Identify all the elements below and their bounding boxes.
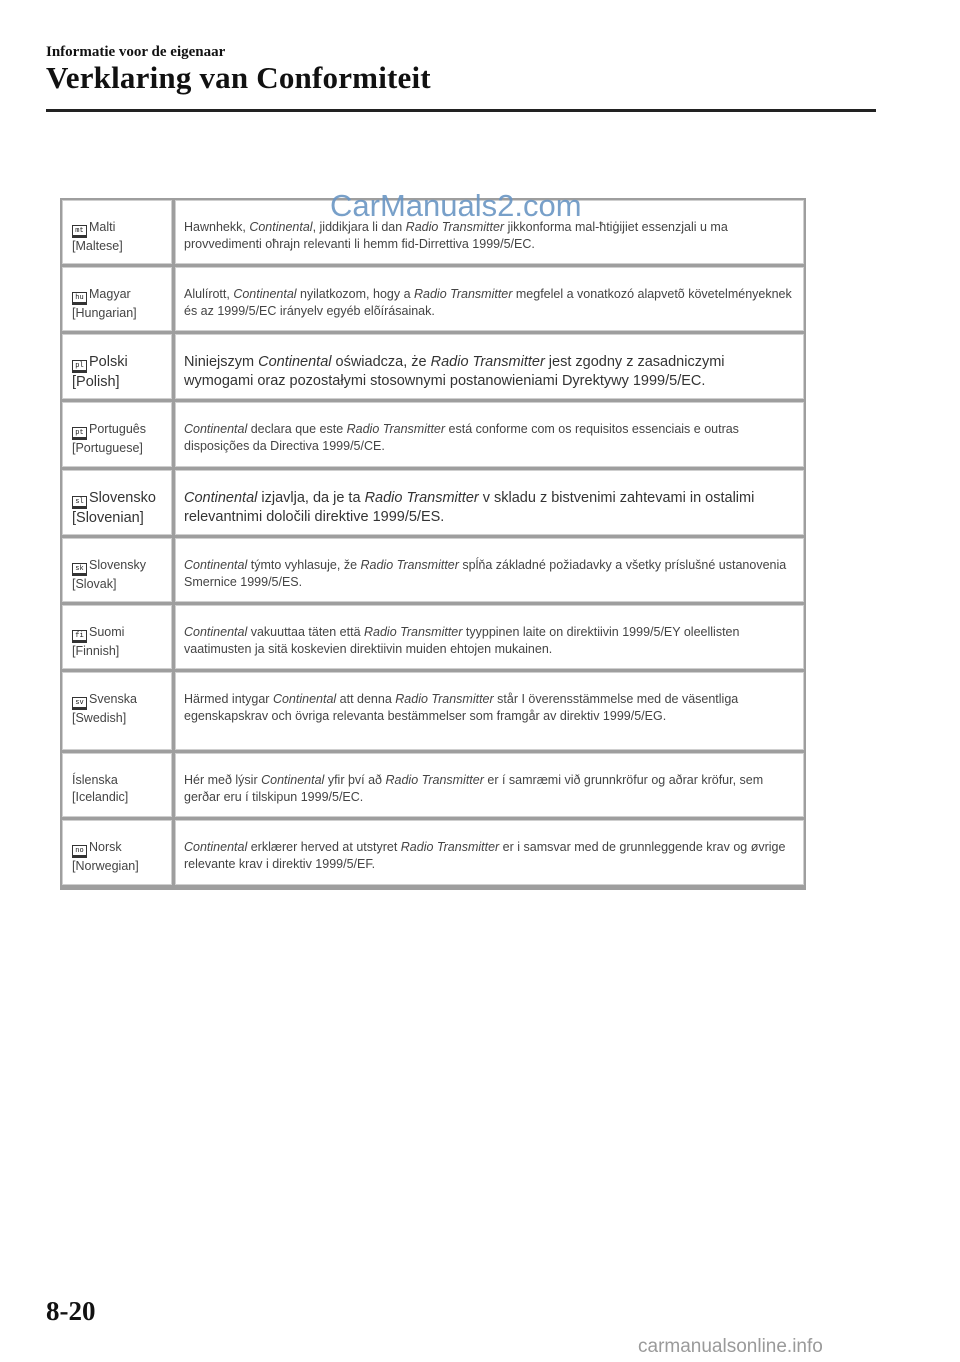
language-name: Polski bbox=[89, 354, 128, 370]
language-name: Svenska bbox=[89, 692, 137, 706]
flag-code: hu bbox=[75, 294, 84, 302]
declaration-segment: tyyppinen laite on direktiivin 1999/5/EY oleellisten vaatimusten ja sitä koskevien direktiivin muiden ehtojen mukainen. bbox=[184, 625, 740, 656]
declaration-italic-term: Radio Transmitter bbox=[346, 422, 446, 436]
language-flag-icon bbox=[72, 845, 87, 858]
declaration-segment: att denna bbox=[336, 692, 396, 706]
section-subtitle: Informatie voor de eigenaar bbox=[46, 44, 226, 60]
declaration-italic-term: Continental bbox=[184, 625, 248, 639]
table-row bbox=[62, 672, 804, 750]
page-number: 8-20 bbox=[46, 1296, 96, 1326]
declaration-segment: oświadcza, że bbox=[331, 354, 431, 370]
language-name: Português bbox=[89, 422, 146, 436]
declaration-segment: er í samræmi við grunnkröfur og aðrar kröfur, sem gerðar eru í tilskipun 1999/5/EC. bbox=[184, 773, 764, 804]
declaration-italic-term: Continental bbox=[272, 692, 337, 706]
declaration-text bbox=[175, 753, 804, 817]
table-row bbox=[62, 538, 804, 602]
flag-code: pt bbox=[75, 429, 84, 437]
declaration-segment: , jiddikjara li dan bbox=[312, 220, 406, 234]
conformity-table bbox=[60, 198, 806, 890]
language-cell bbox=[62, 820, 172, 885]
declaration-segment: Hawnhekk, bbox=[184, 220, 250, 234]
declaration-segment: týmto vyhlasuje, že bbox=[247, 558, 361, 572]
declaration-italic-term: Continental bbox=[258, 354, 332, 370]
declaration-segment: erklærer herved at utstyret bbox=[247, 840, 401, 854]
declaration-italic-term: Continental bbox=[261, 773, 325, 787]
language-name-english: [Portuguese] bbox=[72, 441, 143, 455]
language-name-english: [Hungarian] bbox=[72, 306, 137, 320]
flag-code: no bbox=[75, 847, 84, 855]
declaration-segment: nyilatkozom, hogy a bbox=[296, 287, 414, 301]
declaration-segment: Härmed intygar bbox=[184, 692, 273, 706]
declaration-segment: declara que este bbox=[247, 422, 347, 436]
language-flag-icon bbox=[72, 563, 87, 576]
flag-code: mt bbox=[75, 227, 84, 235]
declaration-italic-term: Radio Transmitter bbox=[405, 220, 505, 234]
declaration-segment: vakuuttaa täten että bbox=[247, 625, 364, 639]
declaration-segment: yfir því að bbox=[324, 773, 386, 787]
language-name-english: [Icelandic] bbox=[72, 790, 129, 804]
language-name-english: [Polish] bbox=[72, 374, 120, 390]
language-name-english: [Norwegian] bbox=[72, 859, 139, 873]
table-row bbox=[62, 334, 804, 399]
declaration-text bbox=[175, 470, 804, 535]
language-name-english: [Slovak] bbox=[72, 577, 117, 591]
page-title: Verklaring van Conformiteit bbox=[46, 60, 431, 95]
declaration-segment: megfelel a vonatkozó alapvetõ követelményeknek és az 1999/5/EC irányelv egyéb elõírásainak. bbox=[184, 287, 792, 318]
language-flag-icon bbox=[72, 697, 87, 710]
language-cell bbox=[62, 334, 172, 399]
declaration-italic-term: Continental bbox=[233, 287, 297, 301]
declaration-italic-term: Radio Transmitter bbox=[430, 354, 545, 370]
declaration-segment: Alulírott, bbox=[184, 287, 234, 301]
table-row bbox=[62, 402, 804, 467]
language-flag-icon bbox=[72, 292, 87, 305]
flag-code: sl bbox=[75, 498, 84, 506]
language-flag-icon bbox=[72, 427, 87, 440]
language-name: Norsk bbox=[89, 840, 122, 854]
language-name: Slovensky bbox=[89, 558, 146, 572]
language-cell bbox=[62, 200, 172, 264]
declaration-segment: está conforme com os requisitos essenciais e outras disposições da Directiva 1999/5/CE. bbox=[184, 422, 739, 453]
language-cell bbox=[62, 470, 172, 535]
declaration-italic-term: Continental bbox=[184, 840, 248, 854]
declaration-italic-term: Radio Transmitter bbox=[364, 490, 479, 506]
declaration-italic-term: Radio Transmitter bbox=[364, 625, 463, 639]
declaration-segment: izjavlja, da je ta bbox=[257, 490, 365, 506]
language-name-english: [Swedish] bbox=[72, 711, 127, 725]
flag-code: fi bbox=[75, 632, 84, 640]
language-name-english: [Slovenian] bbox=[72, 510, 144, 526]
declaration-italic-term: Continental bbox=[184, 490, 258, 506]
language-name: Malti bbox=[89, 220, 116, 234]
table-row bbox=[62, 267, 804, 331]
footer-watermark: carmanualsonline.info bbox=[638, 1336, 823, 1357]
declaration-italic-term: Continental bbox=[184, 422, 248, 436]
flag-code: sv bbox=[75, 699, 84, 707]
table-row bbox=[62, 820, 804, 885]
declaration-italic-term: Radio Transmitter bbox=[395, 692, 494, 706]
language-flag-icon bbox=[72, 360, 87, 373]
declaration-italic-term: Continental bbox=[249, 220, 313, 234]
language-cell bbox=[62, 402, 172, 467]
declaration-segment: spĺňa základné požiadavky a všetky príslušné ustanovenia Smernice 1999/5/ES. bbox=[184, 558, 787, 589]
declaration-text bbox=[175, 538, 804, 602]
declaration-text bbox=[175, 672, 804, 750]
declaration-segment: er i samsvar med de grunnleggende krav og øvrige relevante krav i direktiv 1999/5/EF. bbox=[184, 840, 786, 871]
declaration-segment: jikkonforma mal-ħtiġijiet essenzjali u ma provvedimenti oħrajn relevanti li hemm fid-Dirrettiva 1999/5/EC. bbox=[184, 220, 728, 251]
declaration-segment: jest zgodny z zasadniczymi wymogami oraz pozostałymi stosownymi postanowieniami Dyrektywy 1999/5/EC. bbox=[184, 354, 725, 389]
flag-code: pl bbox=[75, 362, 84, 370]
declaration-text bbox=[175, 334, 804, 399]
language-name-english: [Maltese] bbox=[72, 239, 123, 253]
flag-code: sk bbox=[75, 565, 84, 573]
language-flag-icon bbox=[72, 630, 87, 643]
watermark-logo-text: CarManuals2.com bbox=[330, 188, 582, 223]
language-name: Íslenska bbox=[72, 773, 118, 787]
declaration-italic-term: Continental bbox=[184, 558, 248, 572]
declaration-text bbox=[175, 402, 804, 467]
language-name: Magyar bbox=[89, 287, 131, 301]
declaration-italic-term: Radio Transmitter bbox=[400, 840, 500, 854]
language-flag-icon bbox=[72, 225, 87, 238]
language-name-english: [Finnish] bbox=[72, 644, 120, 658]
declaration-segment: står I överensstämmelse med de väsentliga egenskapskrav och övriga relevanta bestämmelser som framgår av direktiv 1999/5/EG. bbox=[184, 692, 739, 723]
language-flag-icon bbox=[72, 496, 87, 509]
language-cell bbox=[62, 538, 172, 602]
declaration-segment: Hér með lýsir bbox=[184, 773, 262, 787]
language-cell bbox=[62, 753, 172, 817]
declaration-text bbox=[175, 267, 804, 331]
table-row bbox=[62, 605, 804, 669]
declaration-italic-term: Radio Transmitter bbox=[414, 287, 513, 301]
declaration-text bbox=[175, 820, 804, 885]
declaration-segment: v skladu z bistvenimi zahtevami in ostalimi relevantnimi določili direktive 1999/5/ES. bbox=[184, 490, 755, 525]
declaration-italic-term: Radio Transmitter bbox=[385, 773, 484, 787]
declaration-text bbox=[175, 605, 804, 669]
language-cell bbox=[62, 672, 172, 750]
language-cell bbox=[62, 267, 172, 331]
declaration-segment: Niniejszym bbox=[184, 354, 259, 370]
language-cell bbox=[62, 605, 172, 669]
language-name: Slovensko bbox=[89, 490, 156, 506]
table-row bbox=[62, 753, 804, 817]
declaration-italic-term: Radio Transmitter bbox=[360, 558, 459, 572]
language-name: Suomi bbox=[89, 625, 125, 639]
header-divider bbox=[46, 109, 876, 112]
table-row bbox=[62, 470, 804, 535]
